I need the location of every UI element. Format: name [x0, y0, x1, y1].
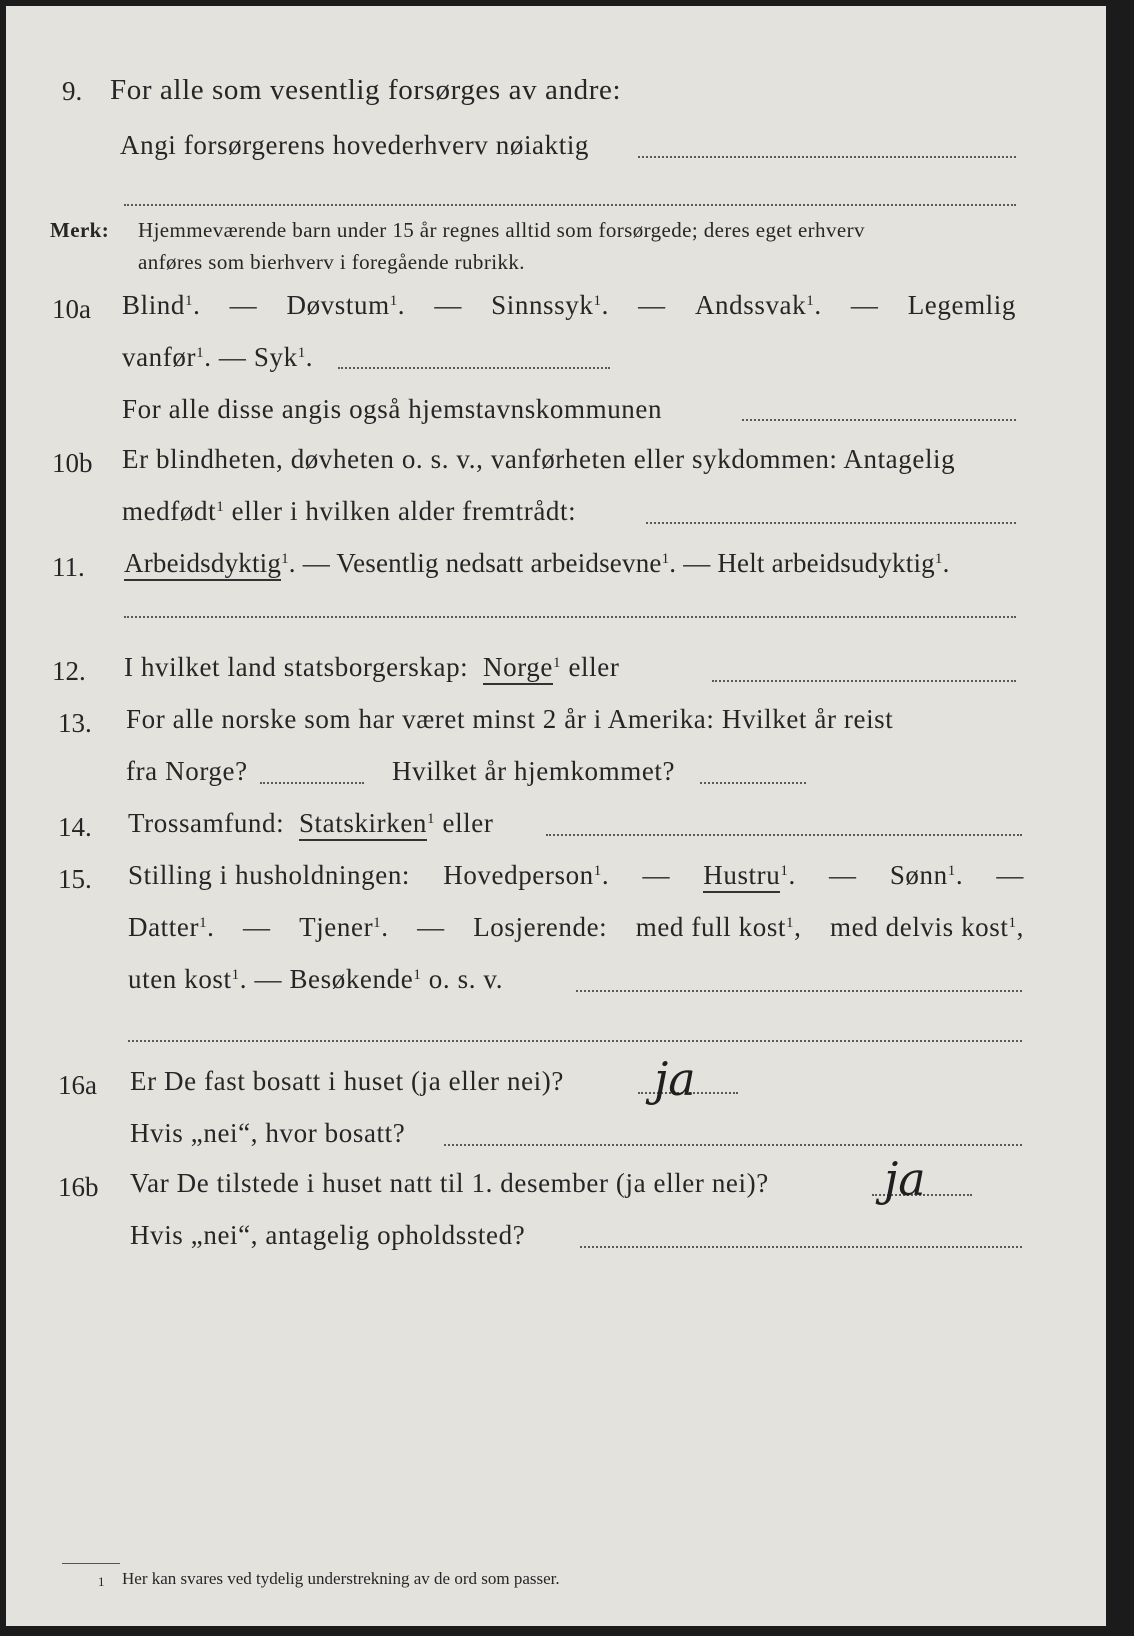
answer-line	[700, 782, 806, 784]
question-text: Angi forsørgerens hovederhverv nøiaktig	[120, 130, 590, 160]
note-text: anføres som bierhverv i foregående rubrikk.	[138, 250, 525, 274]
question-text: Blind$^1$. — Døvstum$^1$. — Sinnssyk$^1$. — Andssvak$^1$. — Legemlig	[122, 290, 1016, 320]
footnote-mark: 1	[98, 1574, 105, 1589]
question-number: 13.	[58, 708, 92, 738]
answer-line	[546, 834, 1022, 836]
question-text: For alle norske som har været minst 2 år i Amerika: Hvilket år reist	[126, 704, 894, 734]
answer-line	[638, 156, 1016, 158]
answer-line	[124, 616, 1016, 618]
question-text: For alle disse angis også hjemstavnskommunen	[122, 394, 663, 424]
answer-line	[124, 204, 1016, 206]
answer-line	[646, 522, 1016, 524]
census-form-page	[6, 6, 1106, 1626]
question-number: 15.	[58, 864, 92, 894]
footnote-text: Her kan svares ved tydelig understrekning av de ord som passer.	[122, 1569, 560, 1588]
question-text: Stilling i husholdningen: Hovedperson$^1$. — Hustru$^1$. — Sønn$^1$. —	[128, 860, 1024, 891]
question-number: 14.	[58, 812, 92, 842]
question-number: 10a	[52, 294, 91, 324]
footnote-rule	[62, 1563, 120, 1564]
question-text: Hvilket år hjemkommet?	[392, 756, 676, 786]
answer-line	[742, 419, 1016, 421]
underlined-answer: Arbeidsdyktig	[124, 548, 281, 581]
question-text: Trossamfund: Statskirken$^1$ eller	[128, 808, 493, 839]
question-text: Er De fast bosatt i huset (ja eller nei)?	[130, 1066, 564, 1096]
answer-line	[576, 990, 1022, 992]
question-text: For alle som vesentlig forsørges av andre:	[110, 74, 622, 106]
answer-line	[260, 782, 364, 784]
handwritten-answer: ja	[884, 1152, 926, 1206]
underlined-answer: Hustru	[703, 860, 780, 893]
question-text: Arbeidsdyktig$^1$. — Vesentlig nedsatt arbeidsevne$^1$. — Helt arbeidsudyktig$^1$.	[124, 548, 950, 579]
question-text: Var De tilstede i huset natt til 1. desember (ja eller nei)?	[130, 1168, 769, 1198]
answer-line	[444, 1144, 1022, 1146]
note-text: Hjemmeværende barn under 15 år regnes alltid som forsørgede; deres eget erhverv	[138, 218, 865, 242]
question-number: 16b	[58, 1172, 99, 1202]
question-number: 10b	[52, 448, 93, 478]
question-text: fra Norge?	[126, 756, 248, 786]
question-text: medfødt$^1$ eller i hvilken alder fremtrådt:	[122, 496, 577, 526]
answer-line	[580, 1246, 1022, 1248]
question-text: Hvis „nei“, hvor bosatt?	[130, 1118, 406, 1148]
question-text: Datter$^1$. — Tjener$^1$. — Losjerende: med full kost$^1$, med delvis kost$^1$,	[128, 912, 1024, 942]
question-number: 9.	[62, 76, 83, 106]
question-text: Hvis „nei“, antagelig opholdssted?	[130, 1220, 526, 1250]
question-text: vanfør$^1$. — Syk$^1$.	[122, 342, 314, 372]
question-text: Er blindheten, døvheten o. s. v., vanførheten eller sykdommen: Antagelig	[122, 444, 956, 474]
note-label: Merk:	[50, 218, 110, 242]
question-number: 16a	[58, 1070, 97, 1100]
question-text: uten kost$^1$. — Besøkende$^1$ o. s. v.	[128, 964, 504, 994]
answer-line	[128, 1040, 1022, 1042]
question-number: 12.	[52, 656, 86, 686]
underlined-answer: Statskirken	[299, 808, 427, 841]
question-text: I hvilket land statsborgerskap: Norge$^1$ eller	[124, 652, 619, 683]
answer-line	[712, 680, 1016, 682]
question-number: 11.	[52, 552, 85, 582]
handwritten-answer: ja	[654, 1052, 696, 1106]
answer-line	[338, 367, 610, 369]
underlined-answer: Norge	[483, 652, 553, 685]
